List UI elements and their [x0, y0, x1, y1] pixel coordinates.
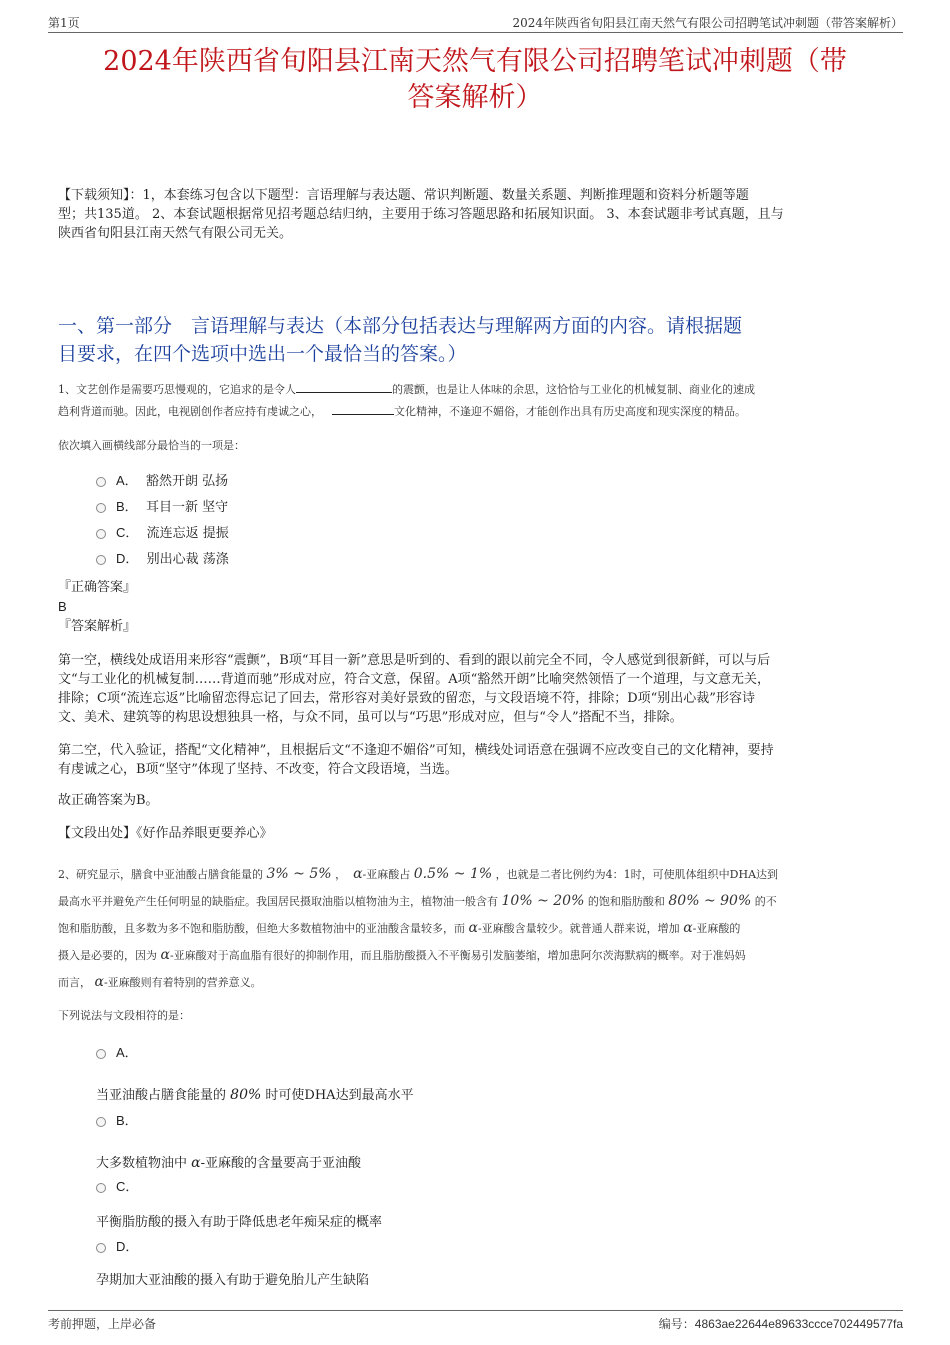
header-doc-title: 2024年陕西省旬阳县江南天然气有限公司招聘笔试冲刺题（带答案解析）: [512, 16, 903, 30]
radio-icon[interactable]: [96, 529, 106, 539]
footer-divider: [48, 1310, 903, 1311]
q2-option-b[interactable]: B．: [96, 1111, 138, 1132]
radio-icon[interactable]: [96, 477, 106, 487]
page-title: 2024年陕西省旬阳县江南天然气有限公司招聘笔试冲刺题（带 答案解析）: [103, 46, 847, 113]
radio-icon[interactable]: [96, 1243, 106, 1253]
text-source: 【文段出处】《好作品养眼更要养心》: [58, 826, 273, 841]
download-notice: 【下载须知】：1，本套练习包含以下题型：言语理解与表达题、常识判断题、数量关系题、判断推理题和资料分析题等题 型；共135道。 2、本套试题根据常见招考题总结归纳，主要用于练习答题思路和拓展知识面。 3、本套试题非考试真题，且与 陕西省旬阳县江南天然气有限公司无关。: [58, 188, 784, 241]
footer-slogan: 考前押题，上岸必备: [48, 1317, 157, 1331]
blank-1: [296, 380, 392, 393]
answer-value: B: [58, 599, 67, 614]
radio-icon[interactable]: [96, 503, 106, 513]
blank-2: [332, 402, 394, 415]
answer-label: 『正确答案』: [58, 580, 137, 595]
radio-icon[interactable]: [96, 1117, 106, 1127]
radio-icon[interactable]: [96, 555, 106, 565]
question-2-stem: 2、研究显示，膳食中亚油酸占膳食能量的 3% ~ 5% ， α-亚麻酸占 0.5% ~ 1% ，也就是二者比例约为4：1时，可使肌体组织中DHA达到 最高水平并避免产生任何明显的缺脂症。我国居民摄取油脂以植物油为主，植物油一般含有 10% ~ 20% 的饱和脂肪酸和 80% ~ 90% 的不 饱和脂肪酸，且多数为多不饱和脂肪酸，但绝大多数植物油中的亚油酸含量较多，而 α-亚麻酸含量较少。就普通人群来说，增加 α-亚麻酸的 摄入是必要的，因为 α-亚麻酸对于高血脂有很好的抑制作用，而且脂肪酸摄入不平衡易引发脑萎缩，增加患阿尔茨海默病的概率。对于准妈妈 而言， α-亚麻酸则有着特别的营养意义。: [58, 866, 779, 990]
q1-option-d[interactable]: D． 别出心裁 荡涤: [96, 549, 229, 570]
analysis-label: 『答案解析』: [58, 619, 137, 634]
q2-option-d[interactable]: D．: [96, 1237, 138, 1258]
q2-option-a-text: 当亚油酸占膳食能量的 80% 时可使DHA达到最高水平: [96, 1087, 414, 1103]
q2-option-b-text: 大多数植物油中 α-亚麻酸的含量要高于亚油酸: [96, 1155, 362, 1171]
radio-icon[interactable]: [96, 1183, 106, 1193]
q2-option-c[interactable]: C．: [96, 1177, 138, 1198]
footer-code: 编号：4863ae22644e89633ccce702449577fa: [658, 1317, 903, 1331]
q2-option-c-text: 平衡脂肪酸的摄入有助于降低患老年痴呆症的概率: [96, 1215, 383, 1230]
radio-icon[interactable]: [96, 1049, 106, 1059]
analysis-conclusion: 故正确答案为B。: [58, 793, 159, 808]
q1-option-a[interactable]: A． 豁然开朗 弘扬: [96, 471, 228, 492]
q1-option-c[interactable]: C． 流连忘返 提振: [96, 523, 229, 544]
question-2-prompt: 下列说法与文段相符的是：: [58, 1009, 190, 1022]
question-1-stem: 1、文艺创作是需要巧思慢观的，它追求的是令人 的震颤，也是让人体味的余思，这恰恰与工业化的机械复制、商业化的速成 趋利背道而驰。因此，电视剧创作者应持有虔诚之心， 文化精神，不逢迎不媚俗，才能创作出具有历史高度和现实深度的精品。: [58, 379, 908, 423]
q1-option-b[interactable]: B． 耳目一新 坚守: [96, 497, 228, 518]
section-heading: 一、第一部分 言语理解与表达（本部分包括表达与理解两方面的内容。请根据题 目要求，在四个选项中选出一个最恰当的答案。）: [58, 315, 743, 365]
q2-option-a[interactable]: A．: [96, 1043, 138, 1064]
analysis-paragraph-2: 第二空，代入验证，搭配“文化精神”，且根据后文“不逢迎不媚俗”可知，横线处词语意在强调不应改变自己的文化精神，要持 有虔诚之心，B项“坚守”体现了坚持、不改变，符合文段语境，当选。: [58, 743, 774, 777]
header-divider: [48, 32, 903, 33]
page-number: 第1页: [48, 16, 80, 30]
q2-option-d-text: 孕期加大亚油酸的摄入有助于避免胎儿产生缺陷: [96, 1273, 370, 1288]
question-1-prompt: 依次填入画横线部分最恰当的一项是：: [58, 439, 245, 452]
analysis-paragraph-1: 第一空，横线处成语用来形容“震颤”，B项“耳目一新”意思是听到的、看到的跟以前完全不同，令人感觉到很新鲜，可以与后 文“与工业化的机械复制……背道而驰”形成对应，符合文意，保留。A项“豁然开朗”比喻突然领悟了一个道理，与文意无关， 排除；C项“流连忘返”比喻留恋得忘记了回去，常形容对美好景致的留恋，与文段语境不符，排除；D项“别出心裁”形容诗 文、美术、建筑等的构思设想独具一格，与众不同，虽可以与“巧思”形成对应，但与“令人”搭配不当，排除。: [58, 653, 771, 725]
